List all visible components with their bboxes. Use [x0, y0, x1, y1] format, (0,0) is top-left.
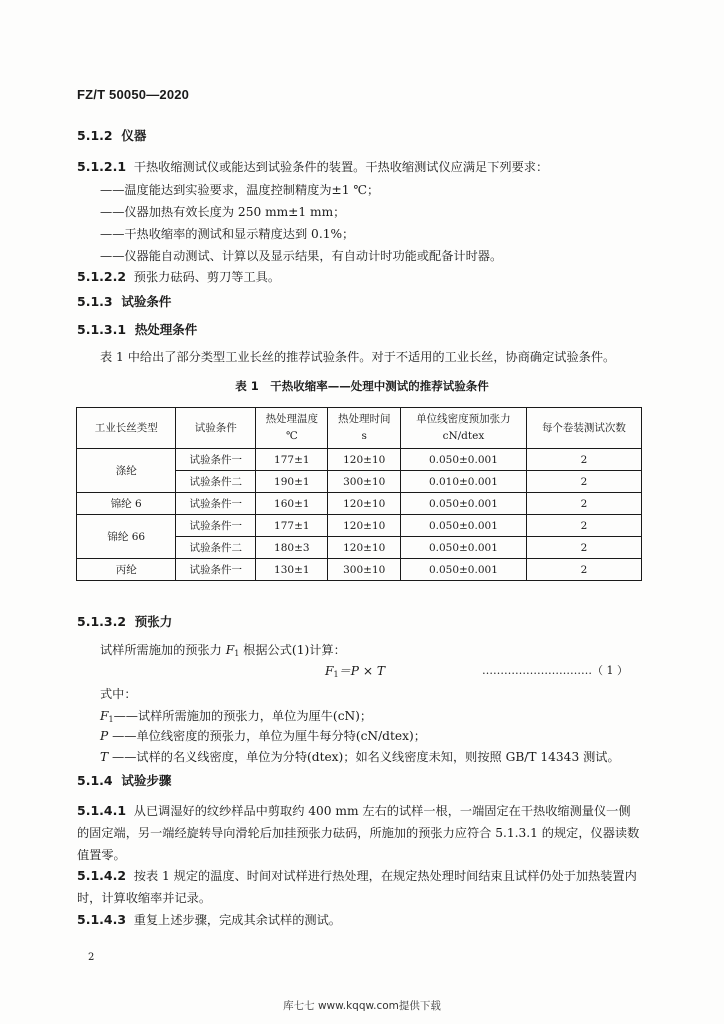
symbol: P: [100, 729, 109, 743]
heading-text: 仪器: [121, 128, 147, 143]
header-tension-unit: cN/dtex: [442, 430, 485, 442]
symbol-subscript: 1: [108, 715, 114, 724]
cell-type: 丙纶: [77, 559, 176, 581]
cell-count: 2: [526, 493, 641, 515]
heading-text: 试验条件: [121, 294, 172, 309]
header-time-label: 热处理时间: [337, 413, 391, 425]
symbol-definition: [100, 748, 620, 765]
clause-5-1-2-1: [77, 158, 548, 175]
heading-number: 5.1.2: [77, 128, 113, 143]
clause-number: 5.1.4.1: [77, 803, 127, 818]
definition-text: ——单位线密度的预张力，单位为厘牛每分特(cN/dtex)；: [108, 729, 426, 743]
download-footer: 库七七 www.kqqw.com提供下载: [283, 1000, 441, 1012]
header-type: 工业长丝类型: [77, 408, 176, 449]
clause-5-1-4-3: [77, 911, 341, 928]
page-number: 2: [88, 952, 95, 963]
cell-temperature: 130±1: [256, 559, 328, 581]
cell-tension: 0.010±0.001: [400, 471, 526, 493]
symbol: F: [100, 709, 109, 723]
cell-type: 锦纶 66: [77, 515, 176, 559]
header-tension-label: 单位线密度预加张力: [416, 413, 511, 425]
clause-number: 5.1.2.2: [77, 269, 127, 284]
table-row: [77, 493, 642, 515]
formula-subscript: 1: [234, 649, 240, 658]
where-label: 式中：: [100, 687, 137, 701]
heading-number: 5.1.3: [77, 294, 113, 309]
cell-condition: 试验条件一: [176, 515, 256, 537]
formula-intro: [100, 641, 346, 658]
clause-continuation: 时，计算收缩率并记录。: [77, 891, 212, 905]
formula-equation-number: …………………………（ 1 ）: [482, 664, 628, 677]
clause-number: 5.1.4.3: [77, 912, 127, 927]
header-count: 每个卷装测试次数: [526, 408, 641, 449]
cell-condition: 试验条件二: [176, 537, 256, 559]
cell-temperature: 177±1: [256, 515, 328, 537]
cell-condition: 试验条件一: [176, 449, 256, 471]
formula-symbol-f: F: [225, 643, 235, 657]
clause-number: 5.1.4.2: [77, 868, 127, 883]
formula: [325, 662, 385, 679]
cell-tension: 0.050±0.001: [400, 449, 526, 471]
cell-count: 2: [526, 449, 641, 471]
standard-number: FZ/T 50050—2020: [77, 87, 190, 102]
section-5-1-3-1-heading: [77, 320, 197, 338]
clause-continuation: 的固定端，另一端经旋转导向滑轮后加挂预张力砝码，所施加的预张力应符合 5.1.3.1 的规定，仪器读数: [77, 826, 640, 840]
heading-text: 预张力: [134, 614, 173, 629]
section-5-1-3-heading: [77, 292, 171, 310]
clause-text: 从已调湿好的纹纱样品中剪取约 400 mm 左右的试样一根，一端固定在干热收缩测量仪一侧: [133, 804, 631, 818]
table-row: [77, 515, 642, 537]
heading-number: 5.1.3.1: [77, 322, 127, 337]
symbol-definition: [100, 707, 372, 724]
cell-count: 2: [526, 559, 641, 581]
list-item: ——仪器加热有效长度为 250 mm±1 mm；: [100, 205, 346, 219]
cell-temperature: 190±1: [256, 471, 328, 493]
cell-time: 120±10: [328, 493, 400, 515]
clause-continuation: 值置零。: [77, 848, 126, 862]
clause-text: 重复上述步骤，完成其余试样的测试。: [133, 913, 341, 927]
cell-type: 锦纶 6: [77, 493, 176, 515]
cell-tension: 0.050±0.001: [400, 493, 526, 515]
section-5-1-2-heading: [77, 126, 146, 144]
cell-time: 300±10: [328, 559, 400, 581]
table-caption: 表 1 干热收缩率——处理中测试的推荐试验条件: [235, 379, 489, 393]
cell-tension: 0.050±0.001: [400, 515, 526, 537]
cell-tension: 0.050±0.001: [400, 559, 526, 581]
cell-temperature: 177±1: [256, 449, 328, 471]
cell-time: 300±10: [328, 471, 400, 493]
header-temperature-unit: ℃: [285, 430, 298, 442]
table-header-row: [77, 408, 642, 449]
cell-tension: 0.050±0.001: [400, 537, 526, 559]
cell-temperature: 160±1: [256, 493, 328, 515]
cell-time: 120±10: [328, 449, 400, 471]
table-intro: 表 1 中给出了部分类型工业长丝的推荐试验条件。对于不适用的工业长丝，协商确定试验条件。: [100, 350, 616, 364]
table-row: [77, 449, 642, 471]
cell-condition: 试验条件一: [176, 559, 256, 581]
cell-condition: 试验条件一: [176, 493, 256, 515]
definition-text: ——试样的名义线密度，单位为分特(dtex)；如名义线密度未知，则按照 GB/T 14343 测试。: [108, 750, 620, 764]
clause-text: 按表 1 规定的温度、时间对试样进行热处理，在规定热处理时间结束且试样仍处于加热装置内: [133, 869, 637, 883]
cell-time: 120±10: [328, 515, 400, 537]
header-time: [328, 408, 400, 449]
symbol-definition: [100, 727, 426, 744]
conditions-table: [76, 407, 642, 581]
list-item: ——干热收缩率的测试和显示精度达到 0.1%；: [100, 227, 355, 241]
cell-condition: 试验条件二: [176, 471, 256, 493]
cell-time: 120±10: [328, 537, 400, 559]
clause-5-1-4-2: [77, 867, 637, 884]
definition-text: ——试样所需施加的预张力，单位为厘牛(cN)；: [113, 709, 373, 723]
formula-intro-text: 试样所需施加的预张力: [100, 643, 226, 657]
cell-type: 涤纶: [77, 449, 176, 493]
header-condition: 试验条件: [176, 408, 256, 449]
section-5-1-4-heading: [77, 771, 171, 789]
header-temperature: [256, 408, 328, 449]
list-item: ——温度能达到实验要求，温度控制精度为±1 ℃；: [100, 183, 380, 197]
cell-count: 2: [526, 515, 641, 537]
header-time-unit: s: [361, 430, 367, 442]
cell-count: 2: [526, 471, 641, 493]
formula-expression: ＝P × T: [338, 664, 386, 678]
header-temperature-label: 热处理温度: [265, 413, 319, 425]
cell-count: 2: [526, 537, 641, 559]
heading-number: 5.1.3.2: [77, 614, 127, 629]
list-item: ——仪器能自动测试、计算以及显示结果，有自动计时功能或配备计时器。: [100, 249, 503, 263]
formula-intro-text: 根据公式(1)计算：: [239, 643, 346, 657]
cell-temperature: 180±3: [256, 537, 328, 559]
formula-subscript: 1: [333, 670, 339, 679]
clause-text: 预张力砝码、剪刀等工具。: [133, 270, 281, 284]
heading-number: 5.1.4: [77, 773, 113, 788]
formula-symbol-f: F: [325, 664, 334, 678]
heading-text: 热处理条件: [134, 322, 198, 337]
table-row: [77, 559, 642, 581]
clause-5-1-4-1: [77, 802, 631, 819]
clause-number: 5.1.2.1: [77, 159, 127, 174]
heading-text: 试验步骤: [121, 773, 172, 788]
section-5-1-3-2-heading: [77, 612, 172, 630]
header-tension: [400, 408, 526, 449]
clause-5-1-2-2: [77, 268, 280, 285]
symbol: T: [100, 750, 109, 764]
clause-text: 干热收缩测试仪或能达到试验条件的装置。干热收缩测试仪应满足下列要求：: [133, 160, 549, 174]
